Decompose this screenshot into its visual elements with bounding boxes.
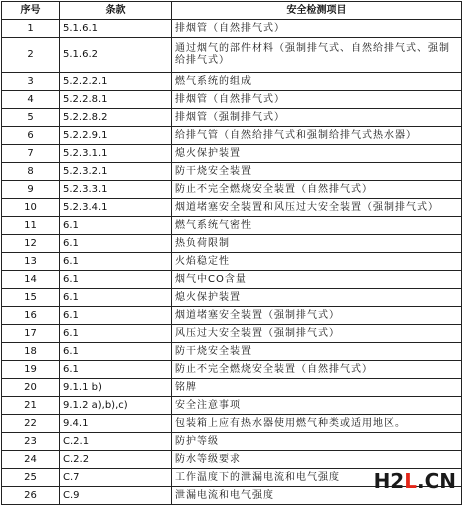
table-row bbox=[2, 91, 462, 109]
clause-cell: C.2.1 bbox=[60, 433, 172, 451]
test-item-cell: 铭牌 bbox=[172, 379, 462, 397]
table-row bbox=[2, 73, 462, 91]
test-item-cell: 工作温度下的泄漏电流和电气强度 bbox=[172, 469, 462, 487]
site-logo-watermark bbox=[374, 467, 456, 495]
serial-no-cell: 19 bbox=[2, 361, 60, 379]
test-item-cell: 热负荷限制 bbox=[172, 235, 462, 253]
logo-text-l: L bbox=[404, 469, 417, 493]
table-row bbox=[2, 217, 462, 235]
test-item-cell: 排烟管（强制排气式） bbox=[172, 109, 462, 127]
header-clause: 条款 bbox=[60, 2, 172, 20]
table-row bbox=[2, 451, 462, 469]
clause-cell: C.9 bbox=[60, 487, 172, 505]
clause-cell: 6.1 bbox=[60, 343, 172, 361]
serial-no-cell: 13 bbox=[2, 253, 60, 271]
clause-cell: 6.1 bbox=[60, 325, 172, 343]
serial-no-cell: 6 bbox=[2, 127, 60, 145]
serial-no-cell: 7 bbox=[2, 145, 60, 163]
clause-cell: 6.1 bbox=[60, 217, 172, 235]
serial-no-cell: 11 bbox=[2, 217, 60, 235]
clause-cell: 9.1.2 a),b),c) bbox=[60, 397, 172, 415]
serial-no-cell: 14 bbox=[2, 271, 60, 289]
table-body bbox=[2, 20, 462, 505]
serial-no-cell: 26 bbox=[2, 487, 60, 505]
serial-no-cell: 24 bbox=[2, 451, 60, 469]
clause-cell: 5.2.3.4.1 bbox=[60, 199, 172, 217]
test-item-cell: 排烟管（自然排气式） bbox=[172, 20, 462, 38]
test-item-cell: 给排气管（自然给排气式和强制给排气式热水器） bbox=[172, 127, 462, 145]
serial-no-cell: 2 bbox=[2, 38, 60, 73]
table-row bbox=[2, 127, 462, 145]
serial-no-cell: 16 bbox=[2, 307, 60, 325]
serial-no-cell: 12 bbox=[2, 235, 60, 253]
clause-cell: 5.1.6.1 bbox=[60, 20, 172, 38]
table-row bbox=[2, 181, 462, 199]
serial-no-cell: 22 bbox=[2, 415, 60, 433]
header-serial-no: 序号 bbox=[2, 2, 60, 20]
serial-no-cell: 5 bbox=[2, 109, 60, 127]
table-row bbox=[2, 361, 462, 379]
test-item-cell: 防干烧安全装置 bbox=[172, 163, 462, 181]
test-item-cell: 防护等级 bbox=[172, 433, 462, 451]
test-item-cell: 燃气系统气密性 bbox=[172, 217, 462, 235]
table-row bbox=[2, 20, 462, 38]
test-item-cell: 熄火保护装置 bbox=[172, 145, 462, 163]
serial-no-cell: 25 bbox=[2, 469, 60, 487]
test-item-cell: 防止不完全燃烧安全装置（自然排气式） bbox=[172, 181, 462, 199]
clause-cell: 6.1 bbox=[60, 289, 172, 307]
serial-no-cell: 21 bbox=[2, 397, 60, 415]
clause-cell: 5.2.3.2.1 bbox=[60, 163, 172, 181]
table-row bbox=[2, 289, 462, 307]
table-row bbox=[2, 199, 462, 217]
logo-text-h2: H2 bbox=[373, 469, 405, 493]
table-row bbox=[2, 235, 462, 253]
safety-test-table bbox=[1, 1, 462, 505]
test-item-cell: 风压过大安全装置（强制排气式） bbox=[172, 325, 462, 343]
serial-no-cell: 4 bbox=[2, 91, 60, 109]
table-row bbox=[2, 253, 462, 271]
serial-no-cell: 9 bbox=[2, 181, 60, 199]
test-item-cell: 安全注意事项 bbox=[172, 397, 462, 415]
test-item-cell: 熄火保护装置 bbox=[172, 289, 462, 307]
clause-cell: 9.1.1 b) bbox=[60, 379, 172, 397]
serial-no-cell: 18 bbox=[2, 343, 60, 361]
table-row bbox=[2, 433, 462, 451]
clause-cell: 5.2.2.8.1 bbox=[60, 91, 172, 109]
clause-cell: 5.2.2.9.1 bbox=[60, 127, 172, 145]
serial-no-cell: 1 bbox=[2, 20, 60, 38]
serial-no-cell: 20 bbox=[2, 379, 60, 397]
serial-no-cell: 8 bbox=[2, 163, 60, 181]
table-row bbox=[2, 145, 462, 163]
table-header-row bbox=[2, 2, 462, 20]
test-item-cell: 防止不完全燃烧安全装置（自然排气式） bbox=[172, 361, 462, 379]
table-row bbox=[2, 325, 462, 343]
table-row bbox=[2, 343, 462, 361]
test-item-cell: 火焰稳定性 bbox=[172, 253, 462, 271]
test-item-cell: 燃气系统的组成 bbox=[172, 73, 462, 91]
table-row bbox=[2, 38, 462, 73]
clause-cell: C.7 bbox=[60, 469, 172, 487]
table-row bbox=[2, 109, 462, 127]
clause-cell: 5.1.6.2 bbox=[60, 38, 172, 73]
table-row bbox=[2, 379, 462, 397]
test-item-cell: 烟道堵塞安全装置（强制排气式） bbox=[172, 307, 462, 325]
clause-cell: 6.1 bbox=[60, 253, 172, 271]
clause-cell: 5.2.3.3.1 bbox=[60, 181, 172, 199]
clause-cell: 6.1 bbox=[60, 271, 172, 289]
test-item-cell: 烟道堵塞安全装置和风压过大安全装置（强制排气式） bbox=[172, 199, 462, 217]
test-item-cell: 防水等级要求 bbox=[172, 451, 462, 469]
test-item-cell: 防干烧安全装置 bbox=[172, 343, 462, 361]
serial-no-cell: 10 bbox=[2, 199, 60, 217]
clause-cell: 5.2.3.1.1 bbox=[60, 145, 172, 163]
test-item-cell: 排烟管（自然排气式） bbox=[172, 91, 462, 109]
serial-no-cell: 17 bbox=[2, 325, 60, 343]
clause-cell: 5.2.2.8.2 bbox=[60, 109, 172, 127]
clause-cell: 6.1 bbox=[60, 361, 172, 379]
test-item-cell: 泄漏电流和电气强度 bbox=[172, 487, 462, 505]
clause-cell: 6.1 bbox=[60, 307, 172, 325]
logo-text-cn: CN bbox=[424, 469, 456, 493]
clause-cell: 6.1 bbox=[60, 235, 172, 253]
table-row bbox=[2, 271, 462, 289]
clause-cell: C.2.2 bbox=[60, 451, 172, 469]
table-row bbox=[2, 163, 462, 181]
serial-no-cell: 23 bbox=[2, 433, 60, 451]
test-item-cell: 烟气中CO含量 bbox=[172, 271, 462, 289]
table-row bbox=[2, 415, 462, 433]
test-item-cell: 包装箱上应有热水器使用燃气种类或适用地区。 bbox=[172, 415, 462, 433]
table-row bbox=[2, 397, 462, 415]
clause-cell: 9.4.1 bbox=[60, 415, 172, 433]
logo-text-dot: . bbox=[416, 469, 425, 493]
serial-no-cell: 15 bbox=[2, 289, 60, 307]
serial-no-cell: 3 bbox=[2, 73, 60, 91]
header-test-item: 安全检测项目 bbox=[172, 2, 462, 20]
clause-cell: 5.2.2.2.1 bbox=[60, 73, 172, 91]
test-item-cell: 通过烟气的部件材料（强制排气式、自然给排气式、强制给排气式） bbox=[172, 38, 462, 73]
table-row bbox=[2, 307, 462, 325]
